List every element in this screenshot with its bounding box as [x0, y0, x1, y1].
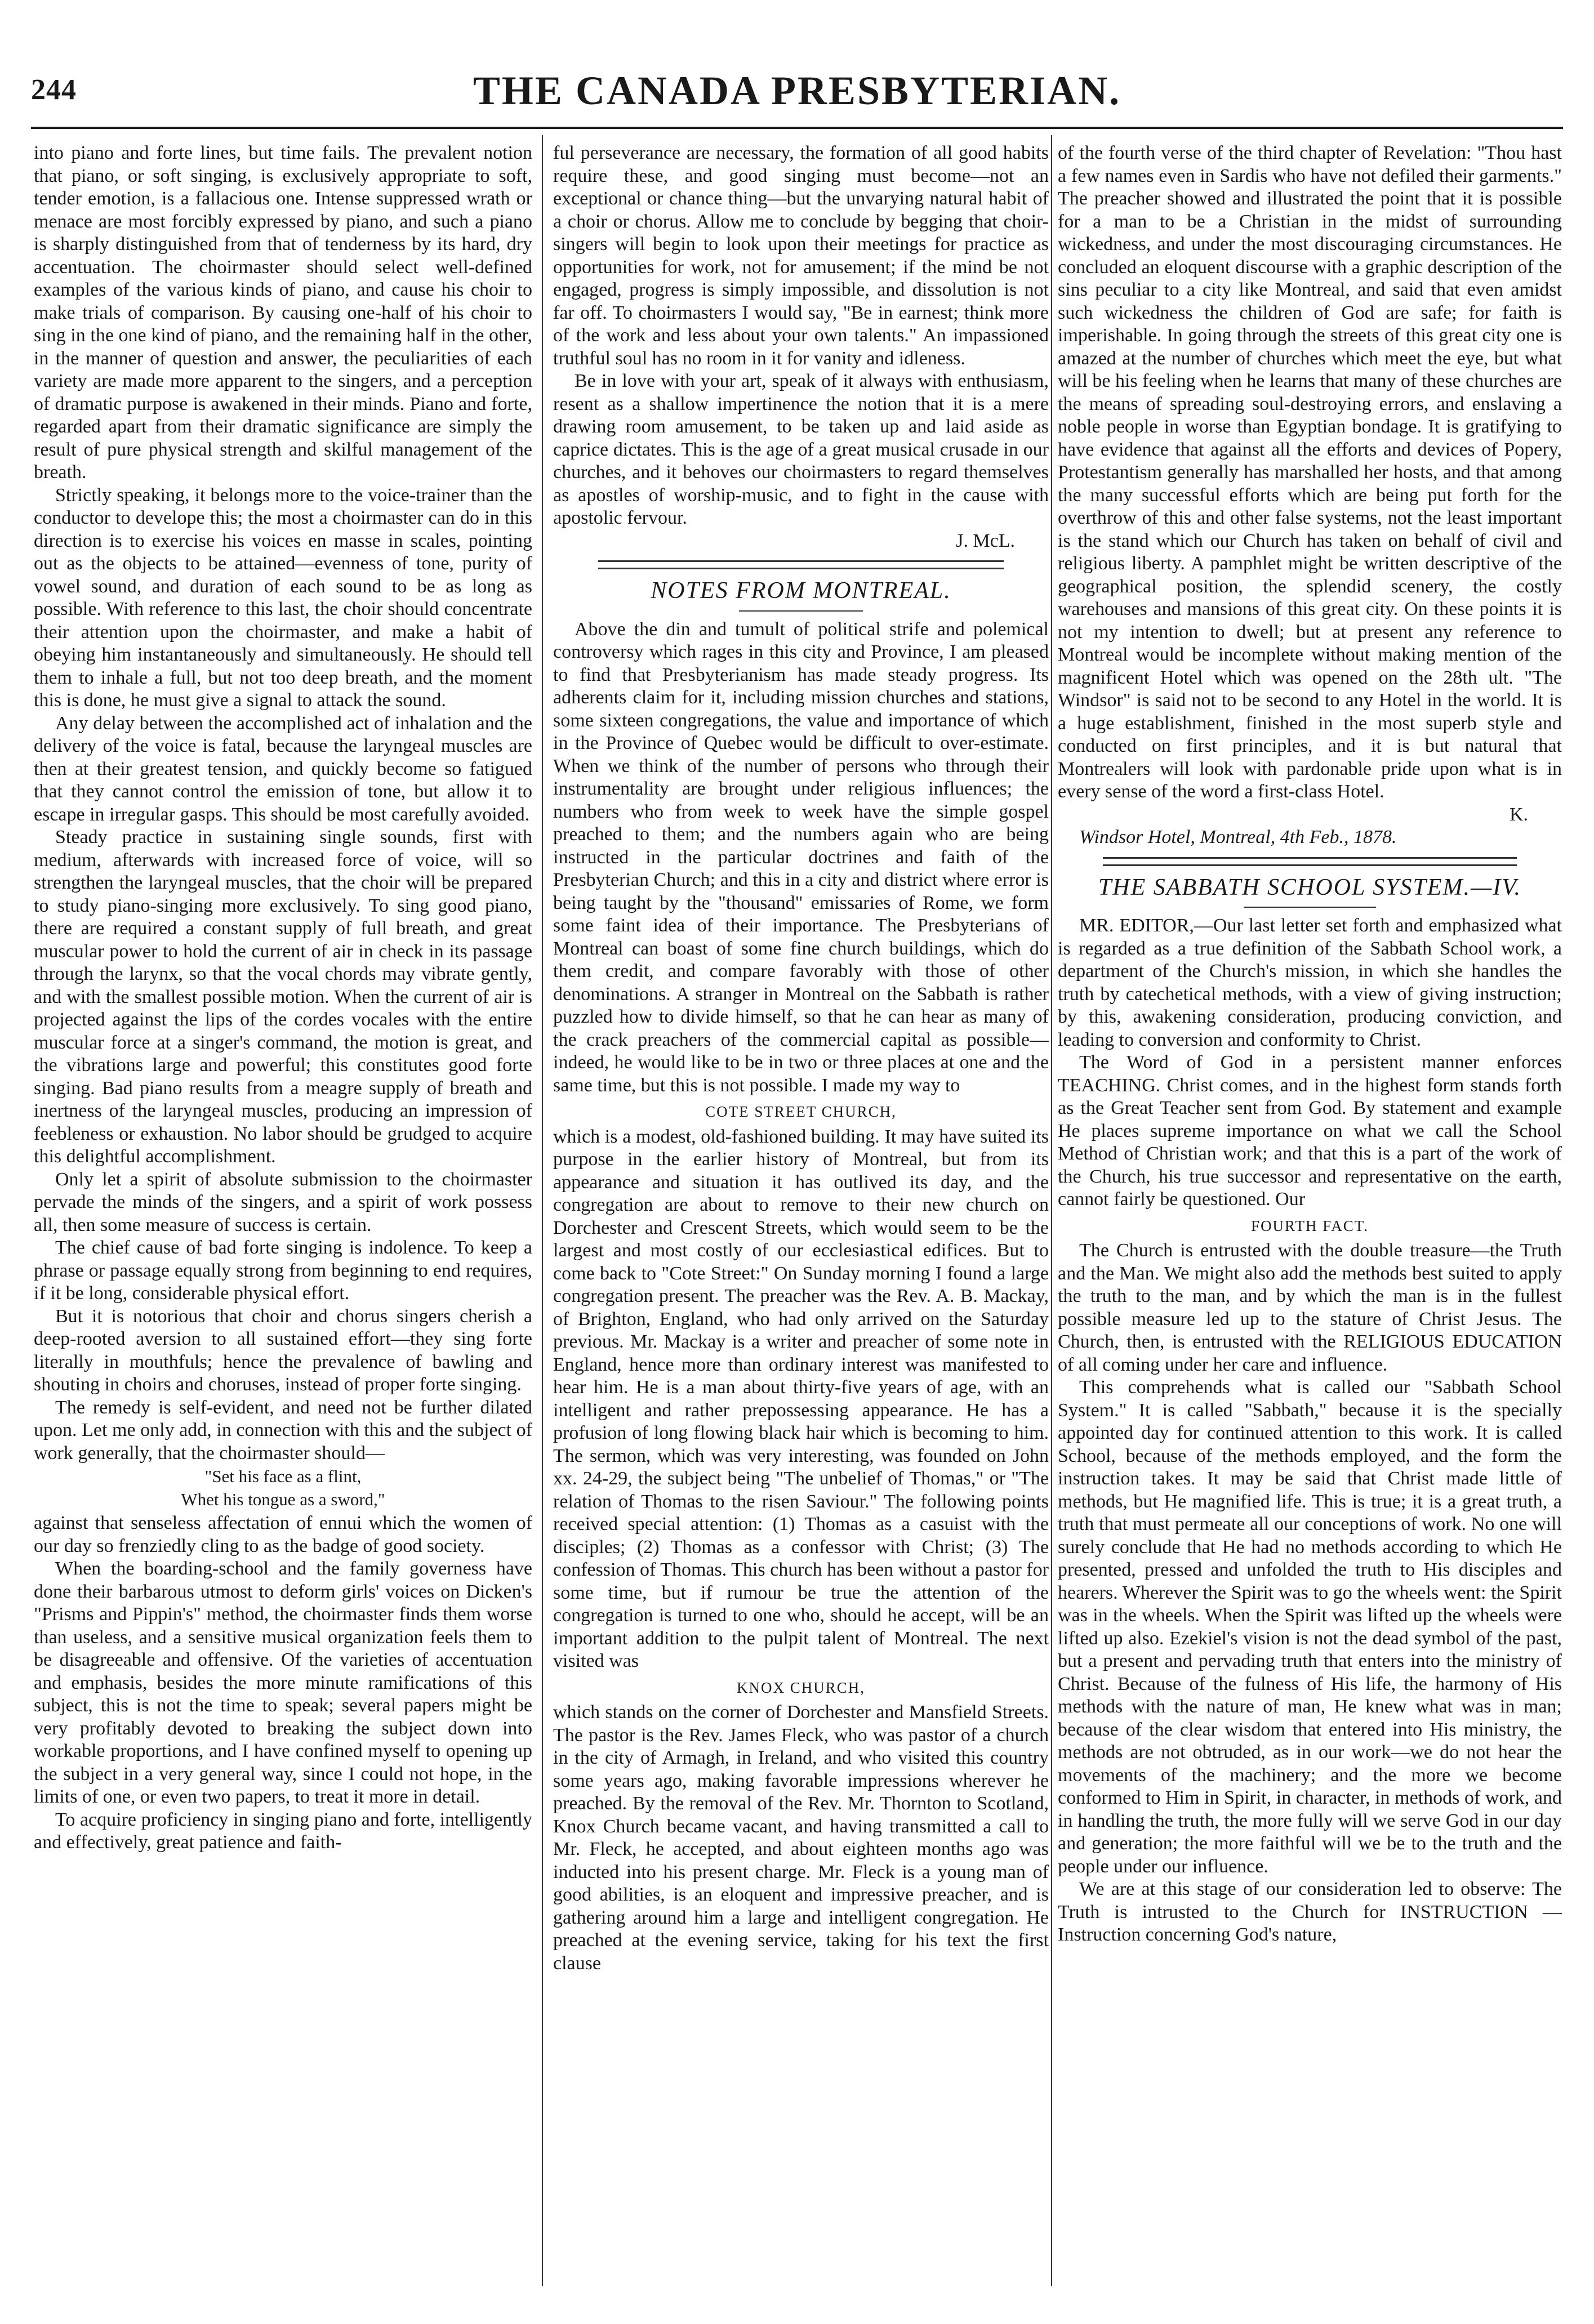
- paragraph: The Church is entrusted with the double treasure—the Truth and the Man. We might also add the methods best suited to apply the truth to the man, and by which the man is in the fullest possible measure led up to the stature of Christ Jesus. The Church, then, is entrusted with the RELIGIOUS EDUCATION of all coming under her care and influence.: [1058, 1240, 1562, 1375]
- column-left: [34, 142, 532, 2282]
- verse-line: Whet his tongue as a sword,": [181, 1489, 385, 1509]
- section-divider: [1103, 857, 1517, 866]
- subheading: KNOX CHURCH,: [736, 1679, 866, 1696]
- author-signature: K.: [1509, 804, 1528, 825]
- heading-rule: [1244, 907, 1376, 908]
- paragraph: Steady practice in sustaining single sounds, first with medium, afterwards with increased force of voice, will so strengthen the laryngeal muscles, that the choir will be prepared to study piano-singing more exclusively. To sing good piano, there are required a constant supply of full breath, and great muscular power to hold the current of air in check in its passage through the larynx, so that the vocal chords may vibrate gently, and with the smallest possible motion. When the current of air is projected against the lips of the cordes vocales with the entire muscular force at a singer's command, the motion is great, and the vibrations large and powerful; this constitutes good forte singing. Bad piano results from a meagre supply of breath and inertness of the laryngeal muscles, producing an impression of feebleness or exhaustion. No labor should be grudged to acquire this delightful accomplishment.: [34, 827, 532, 1167]
- paragraph: We are at this stage of our consideration led to observe: The Truth is intrusted to the Church for INSTRUCTION — Instruction concerning God's nature,: [1058, 1879, 1562, 1945]
- paragraph: The Word of God in a persistent manner enforces TEACHING. Christ comes, and in the highest form stands forth as the Great Teacher sent from God. By statement and example He places supreme importance on what we call the School Method of Christian work; and that this is a part of the work of the Church, his true successor and representative on the earth, cannot fairly be questioned. Our: [1058, 1052, 1562, 1210]
- section-divider: [598, 560, 1004, 569]
- dateline: Windsor Hotel, Montreal, 4th Feb., 1878.: [1079, 827, 1397, 847]
- paragraph: against that senseless affectation of ennui which the women of our day so frenziedly cling to as the badge of good society.: [34, 1513, 532, 1556]
- paragraph: The chief cause of bad forte singing is indolence. To keep a phrase or passage equally strong from beginning to end requires, if it be long, considerable physical effort.: [34, 1237, 532, 1304]
- heading-rule: [739, 610, 863, 612]
- column-divider: [1051, 135, 1052, 2286]
- paragraph: which is a modest, old-fashioned building. It may have suited its purpose in the earlier history of Montreal, but from its appearance and situation it has outlived its day, and the congregation are about to remove to their new church on Dorchester and Crescent Streets, which would seem to be the largest and most costly of our ecclesiastical edifices. But to come back to "Cote Street:" On Sunday morning I found a large congregation present. The preacher was the Rev. A. B. Mackay, of Brighton, England, who had only arrived on the Saturday previous. Mr. Mackay is a writer and preacher of some note in England, hence more than ordinary interest was manifested to hear him. He is a man about thirty-five years of age, with an intelligent and rather prepossessing appearance. He has a profusion of long flowing black hair which is becoming to him. The sermon, which was very interesting, was founded on John xx. 24-29, the subject being "The unbelief of Thomas," or "The relation of Thomas to the risen Saviour." The following points received special attention: (1) Thomas as a casuist with the disciples; (2) Thomas as a confessor with Christ; (3) The confession of Thomas. This church has been without a pastor for some time, but if rumour be true the attention of the congregation is turned to one who, should he accept, will be an important addition to the pulpit talent of Montreal. The next visited was: [553, 1126, 1049, 1671]
- paragraph: into piano and forte lines, but time fails. The prevalent notion that piano, or soft singing, is exclusively appropriate to soft, tender emotion, is a fallacious one. Intense suppressed wrath or menace are most forcibly expressed by piano, and such a piano is sharply distinguished from that of tenderness by its hard, dry accentuation. The choirmaster should select well-defined examples of the various kinds of piano, and cause his choir to make trials of comparison. By causing one-half of his choir to sing in the one kind of piano, and the remaining half in the other, in the manner of question and answer, the peculiarities of each variety are made more apparent to the singers, and a perception of dramatic purpose is awakened in their minds. Piano and forte, regarded apart from their dramatic significance are simply the result of pure physical strength and skilful management of the breath.: [34, 142, 532, 483]
- paragraph: ful perseverance are necessary, the formation of all good habits require these, and good singing must become—not an exceptional or chance thing—but the unvarying natural habit of a choir or chorus. Allow me to conclude by begging that choir-singers will begin to look upon their meetings for practice as opportunities for work, not for amusement; if the mind be not engaged, progress is simply impossible, and dissolution is not far off. To choirmasters I would say, "Be in earnest; think more of the work and less about your own talents." An impassioned truthful soul has no room in it for vanity and idleness.: [553, 142, 1049, 369]
- page-header: [31, 68, 1563, 118]
- paragraph: When the boarding-school and the family governess have done their barbarous utmost to deform girls' voices on Dicken's "Prisms and Pippin's" method, the choirmaster finds them worse than useless, and a sensitive musical organization feels them to be disagreeable and offensive. Of the varieties of accentuation and emphasis, besides the more minute ramifications of this subject, this is not the time to speak; several papers might be very profitably devoted to breaking the subject down into workable proportions, and I have confined myself to opening up the subject in a very general way, since I could not hope, in the limits of one, or even two papers, to treat it more in detail.: [34, 1558, 532, 1807]
- page-number: 244: [31, 74, 77, 106]
- article-heading: NOTES FROM MONTREAL.: [651, 578, 951, 604]
- column-divider: [542, 135, 543, 2286]
- article-heading: THE SABBATH SCHOOL SYSTEM.—IV.: [1098, 874, 1522, 900]
- subheading: COTE STREET CHURCH,: [705, 1103, 897, 1120]
- paragraph: Only let a spirit of absolute submission to the choirmaster pervade the minds of the singers, and a spirit of work possess all, then some measure of success is certain.: [34, 1168, 532, 1235]
- header-rule: [31, 127, 1563, 129]
- column-right: [1058, 142, 1562, 2282]
- paragraph: But it is notorious that choir and chorus singers cherish a deep-rooted aversion to all sustained effort—they sing forte literally in mouthfuls; hence the prevalence of bawling and shouting in choirs and choruses, instead of proper forte singing.: [34, 1305, 532, 1395]
- author-signature: J. McL.: [956, 530, 1015, 551]
- verse-line: "Set his face as a flint,: [204, 1466, 362, 1486]
- paragraph: Strictly speaking, it belongs more to the voice-trainer than the conductor to develope this; the most a choirmaster can do in this direction is to exercise his voices en masse in scales, pointing out as the objects to be attained—evenness of tone, purity of vowel sound, and duration of each sound to be as long as possible. With reference to this last, the choir should concentrate their attention upon the choirmaster, and make a habit of obeying him instantaneously and simultaneously. He should tell them to inhale a full, but not too deep breath, and the moment this is done, he must give a signal to attack the sound.: [34, 484, 532, 711]
- subheading: FOURTH FACT.: [1251, 1217, 1369, 1234]
- column-middle: [553, 142, 1049, 2282]
- masthead-title: THE CANADA PRESBYTERIAN.: [473, 68, 1121, 113]
- paragraph: The remedy is self-evident, and need not be further dilated upon. Let me only add, in connection with this and the subject of work generally, that the choirmaster should—: [34, 1397, 532, 1464]
- paragraph: Any delay between the accomplished act of inhalation and the delivery of the voice is fatal, because the laryngeal muscles are then at their greatest tension, and quickly become so fatigued that they cannot control the emission of tone, but allow it to escape in irregular gasps. This should be most carefully avoided.: [34, 712, 532, 825]
- paragraph: To acquire proficiency in singing piano and forte, intelligently and effectively, great patience and faith-: [34, 1809, 532, 1853]
- paragraph: which stands on the corner of Dorchester and Mansfield Streets. The pastor is the Rev. James Fleck, who was pastor of a church in the city of Armagh, in Ireland, and who visited this country some years ago, making favorable impressions wherever he preached. By the removal of the Rev. Mr. Thornton to Scotland, Knox Church became vacant, and having transmitted a call to Mr. Fleck, he accepted, and about eighteen months ago was inducted into his present charge. Mr. Fleck is a young man of good abilities, is an eloquent and impressive preacher, and is gathering around him a large and intelligent congregation. He preached at the evening service, taking for his text the first clause: [553, 1702, 1049, 1974]
- paragraph: Above the din and tumult of political strife and polemical controversy which rages in this city and Province, I am pleased to find that Presbyterianism has made steady progress. Its adherents claim for it, including mission churches and stations, some sixteen congregations, the value and importance of which in the Province of Quebec would be difficult to over-estimate. When we think of the number of persons who through their instrumentality are brought under religious influences; the numbers who from week to week have the simple gospel preached to them; and the numbers again who are being instructed in the particular doctrines and faith of the Presbyterian Church; and this in a city and district where error is being taught by the "thousand" emissaries of Rome, we form some faint idea of their importance. The Presbyterians of Montreal can boast of some fine church buildings, which do them credit, and compare favorably with those of other denominations. A stranger in Montreal on the Sabbath is rather puzzled how to divide himself, so that he can hear as many of the crack preachers of the commercial capital as possible—indeed, he would like to be in two or three places at one and the same time, but this is not possible. I made my way to: [553, 618, 1049, 1096]
- paragraph: of the fourth verse of the third chapter of Revelation: "Thou hast a few names even in Sardis who have not defiled their garments." The preacher showed and illustrated the point that it is possible for a man to be a Christian in the midst of surrounding wickedness, and under the most discouraging circumstances. He concluded an eloquent discourse with a graphic description of the sins peculiar to a city like Montreal, and said that even amidst such wickedness the children of God are safe; for faith is imperishable. In going through the streets of this great city one is amazed at the number of churches which meet the eye, but what will be his feeling when he learns that many of these churches are the means of spreading soul-destroying errors, and enslaving a noble people in worse than Egyptian bondage. It is gratifying to have evidence that against all the efforts and devices of Popery, Protestantism generally has marshalled her hosts, and that among the many successful efforts which are being put forth for the overthrow of this and other false systems, not the least important is the stand which our Church has taken on behalf of civil and religious liberty. A pamphlet might be written descriptive of the geographical position, the splendid scenery, the costly warehouses and mansions of this great city. On these points it is not my intention to dwell; but at present any reference to Montreal would be incomplete without making mention of the magnificent Hotel which was opened on the 28th ult. "The Windsor" is said not to be second to any Hotel in the world. It is a huge establishment, finished in the most superb style and conducted on first principles, and it is but natural that Montrealers will look with pardonable pride upon what is in every sense of the word a first-class Hotel.: [1058, 142, 1562, 802]
- paragraph: Be in love with your art, speak of it always with enthusiasm, resent as a shallow impertinence the notion that it is a mere drawing room amusement, to be taken up and laid aside as caprice dictates. This is the age of a great musical crusade in our churches, and it behoves our choirmasters to regard themselves as apostles of worship-music, and to fight in the cause with apostolic fervour.: [553, 371, 1049, 528]
- paragraph: This comprehends what is called our "Sabbath School System." It is called "Sabbath," because it is the specially appointed day for continued attention to this work. It is called School, because of the methods employed, and the form the instruction takes. It may be said that Christ made little of methods, but He magnified life. This is true; it is a great truth, a truth that must permeate all our conceptions of work. No one will surely conclude that He had no methods according to which He presented, pressed and unfolded the truth to His disciples and hearers. Wherever the Spirit was to go the wheels went: the Spirit was in the wheels. When the Spirit was lifted up the wheels were lifted up also. Ezekiel's vision is not the dead symbol of the past, but a present and pervading truth that enters into the ministry of Christ. Because of the fulness of His life, the harmony of His methods with the nature of man, He knew what was in man; because of the clear wisdom that entered into His ministry, the methods are not obtruded, as in our work—we do not hear the movements of the machinery; and the more we become conformed to Him in Spirit, in character, in methods of work, and in handling the truth, the more fully will we serve God in our day and generation; the more faithful will we be to the truth and the people under our influence.: [1058, 1377, 1562, 1877]
- paragraph: MR. EDITOR,—Our last letter set forth and emphasized what is regarded as a true definition of the Sabbath School work, a department of the Church's mission, in which she handles the truth by catechetical methods, with a view of giving instruction; by this, awakening consideration, producing conviction, and leading to conversion and conformity to Christ.: [1058, 915, 1562, 1050]
